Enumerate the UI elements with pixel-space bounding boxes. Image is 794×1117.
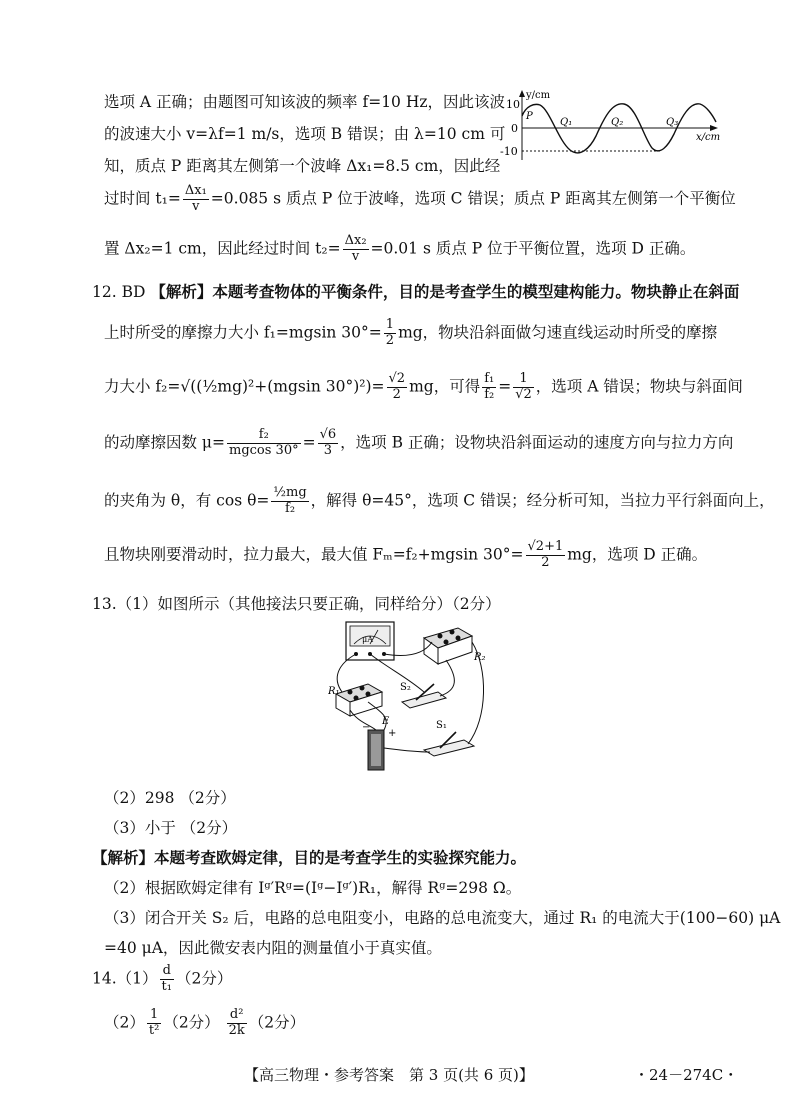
label-minus: −	[362, 722, 371, 733]
wave-x-axis-label: x/cm	[696, 132, 721, 143]
q13-a2: （2）根据欧姆定律有 Iᵍ′Rᵍ=(Iᵍ−Iᵍ′)R₁，解得 Rᵍ=298 Ω。	[104, 879, 522, 897]
wave-point-p: P	[526, 111, 533, 122]
footer-code: ・24－274C・	[634, 1066, 739, 1084]
label-s2: S₂	[400, 682, 411, 693]
wave-tick-neg10: -10	[500, 145, 518, 158]
q12-line3: 力大小 f₂=√((½mg)²+(mgsin 30°)²)= $\frac{√2}{2}$ mg，可得 $\frac{\text{f₁}}{\text{f₂}}$ = $\frac{1}{√2}$ ，选项 A 错误；物块与斜面间	[104, 371, 743, 402]
q11-line5: 置 Δx₂=1 cm，因此经过时间 t₂= $\frac{\text{Δx₂}}{v}$ =0.01 s 质点 P 位于平衡位置，选项 D 正确。	[104, 233, 696, 264]
label-e: E	[382, 716, 390, 727]
circuit-figure	[328, 618, 500, 778]
wave-tick-10: 10	[506, 98, 520, 111]
q13-a3-l1: （3）闭合开关 S₂ 后，电路的总电阻变小，电路的总电流变大，通过 R₁ 的电流大于(100−60) μA	[104, 909, 781, 927]
q13-line1: 13.（1）如图所示（其他接法只要正确，同样给分）（2分）	[92, 595, 501, 613]
label-r1: R₁	[328, 686, 340, 697]
q13-a3-l2: =40 μA，因此微安表内阻的测量值小于真实值。	[104, 939, 442, 957]
q13-analysis: 【解析】本题考查欧姆定律，目的是考查学生的实验探究能力。	[92, 848, 527, 867]
footer-page-info: 【高三物理・参考答案 第 3 页(共 6 页)】	[244, 1066, 534, 1084]
q14-line1: 14.（1） $\frac{d}{\text{t₁}}$ （2分）	[92, 963, 233, 994]
wave-figure	[500, 88, 725, 163]
wave-tick-0: 0	[511, 122, 518, 135]
q11-line1: 选项 A 正确；由题图可知该波的频率 f=10 Hz，因此该波	[104, 93, 506, 111]
wave-point-q3: Q₃	[666, 117, 679, 128]
q12-line5: 的夹角为 θ，有 cos θ= $\frac{\text{½mg}}{\text{f₂}}$ ，解得 θ=45°，选项 C 错误；经分析可知，当拉力平行斜面向上，	[104, 485, 775, 516]
q13-line2: （2）298 （2分）	[104, 789, 236, 807]
q11-line4: 过时间 t₁= $\frac{\text{Δx₁}}{v}$ =0.085 s 质点 P 位于波峰，选项 C 错误；质点 P 距离其左侧第一个平衡位	[104, 183, 736, 214]
label-s1: S₁	[436, 720, 447, 731]
label-plus: +	[388, 728, 397, 739]
q12-line6: 且物块刚要滑动时，拉力最大，最大值 Fₘ=f₂+mgsin 30°= $\frac{√2+1}{2}$ mg，选项 D 正确。	[104, 539, 708, 570]
label-r2: R₂	[474, 652, 486, 663]
q11-line3: 知，质点 P 距离其左侧第一个波峰 Δx₁=8.5 cm，因此经	[104, 157, 501, 175]
wave-y-axis-label: y/cm	[526, 90, 551, 101]
meter-label: μA	[362, 635, 373, 644]
q12-line2: 上时所受的摩擦力大小 f₁=mgsin 30°= $\frac{1}{2}$ mg，物块沿斜面做匀速直线运动时所受的摩擦	[104, 317, 718, 348]
wave-point-q1: Q₁	[560, 117, 573, 128]
q12-line4: 的动摩擦因数 μ= $\frac{\text{f₂}}{mgcos 30^\circ}$ = $\frac{√6}{3}$ ，选项 B 正确；设物块沿斜面运动的速度方向与拉力方向	[104, 427, 734, 458]
q14-line2: （2） $\frac{1}{\text{t²}}$ （2分） $\frac{\text{d²}}{2k}$ （2分）	[104, 1007, 306, 1038]
q11-line2: 的波速大小 v=λf=1 m/s，选项 B 错误；由 λ=10 cm 可	[104, 125, 506, 143]
q12-line1: 12. BD 【解析】本题考查物体的平衡条件，目的是考查学生的模型建构能力。物块静止在斜面	[92, 282, 740, 301]
q13-line3: （3）小于 （2分）	[104, 819, 238, 837]
wave-point-q2: Q₂	[611, 117, 624, 128]
